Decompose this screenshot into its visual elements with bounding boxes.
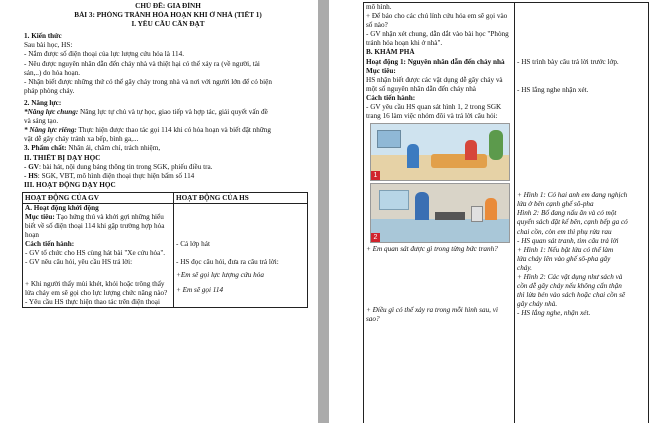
phamchat-label: 3. Phẩm chất: xyxy=(24,144,67,153)
nangluc-rieng-label: * Năng lực riêng: xyxy=(24,126,77,135)
muctieu-line-2: một số nguyên nhân dẫn đến cháy nhà xyxy=(366,84,476,93)
section-i-heading: I. YÊU CẦU CẦN ĐẠT xyxy=(131,20,205,29)
hs-present: - HS trình bày câu trả lời trước lớp. xyxy=(517,58,619,66)
document-page-right xyxy=(329,0,650,423)
hs-response-3: +Em sẽ gọi lực lượng cứu hỏa xyxy=(176,271,264,280)
hs-final: - HS lắng nghe, nhận xét. xyxy=(517,309,591,318)
nangluc-chung-text: Năng lực tự chủ và tự học, giao tiếp và hợp tác, giải quyết vấn đề xyxy=(78,108,268,117)
hs-answer-4-cont: cồn dễ gây cháy nếu không cẩn thận xyxy=(517,282,622,291)
hs-answer-1: + Hình 1: Có hai anh em đang nghịch xyxy=(517,191,628,200)
thietbi-gv-text: : bài hát, nội dung bảng thông tin trong SGK, phiếu điều tra. xyxy=(38,162,213,171)
hs-answer-2-cont: quyển sách đặt kế bên, cạnh bếp ga có xyxy=(517,218,628,227)
hs-cell xyxy=(174,203,308,307)
gv-step-4: - Yêu cầu HS thực hiện thao tác trên điện thoại xyxy=(25,297,160,306)
thietbi-heading: II. THIẾT BỊ DẠY HỌC xyxy=(24,153,101,162)
gv-question-number: + Để báo cho các chú lính cứu hỏa em sẽ gọi vào xyxy=(366,12,508,21)
question-consequence: + Điều gì có thể xảy ra trong mỗi hình sau, vì xyxy=(366,306,498,315)
gv-step-observe-cont: trang 16 làm việc nhóm đôi và trả lời câu hỏi: xyxy=(366,112,498,121)
kienthuc-heading: 1. Kiến thức xyxy=(24,32,62,41)
figure-1-badge: 1 xyxy=(371,171,380,180)
thietbi-gv-label: - GV xyxy=(24,162,39,171)
gv-question-number-cont: số nào? xyxy=(366,21,388,30)
muctieu-label: Mục tiêu: xyxy=(25,212,55,221)
thietbi-hs xyxy=(24,172,312,181)
hs-response-4: + Em sẽ gọi 114 xyxy=(176,286,224,295)
hs-answer-3: + Hình 1: Nếu bật lửa có thể làm xyxy=(517,245,614,254)
table-row xyxy=(23,203,308,307)
hoatdong-heading: III. HOẠT ĐỘNG DẠY HỌC xyxy=(24,180,116,189)
kienthuc-item-3-cont: pháp phòng cháy. xyxy=(24,86,75,95)
textbook-figures xyxy=(370,123,510,243)
phamchat xyxy=(24,144,312,153)
window-shape xyxy=(377,130,401,148)
phamchat-text: Nhân ái, chăm chỉ, trách nhiệm, xyxy=(66,144,161,153)
sofa-shape xyxy=(431,154,487,168)
nangluc-chung xyxy=(24,108,312,117)
topic-heading: CHỦ ĐỀ: GIA ĐÌNH xyxy=(135,2,201,10)
nangluc-rieng xyxy=(24,126,312,135)
hs-answer-1-cont: lửa ở bên cạnh ghế sô-pha xyxy=(517,200,594,209)
th-hs: HOẠT ĐỘNG CỦA HS xyxy=(174,192,308,203)
nangluc-chung-label: *Năng lực chung: xyxy=(24,108,79,117)
gas-stove-shape xyxy=(435,212,465,220)
kienthuc-intro: Sau bài học, HS: xyxy=(24,41,73,50)
hoatdong-1-heading: Hoạt động 1: Nguyên nhân dẫn đến cháy nhà xyxy=(366,57,505,66)
nangluc-heading: 2. Năng lực: xyxy=(24,98,62,107)
table-row xyxy=(364,3,649,423)
nangluc-chung-cont: và sáng tạo. xyxy=(24,117,59,126)
thietbi-hs-label: - HS xyxy=(24,171,38,180)
muctieu-line-1 xyxy=(25,213,171,222)
hs-answer-4-cont-2: thì lửa bén vào sách hoặc chai cồn sẽ xyxy=(517,291,626,300)
figure-2-kitchen-cooking xyxy=(370,183,510,243)
hs-response-1: - Cả lớp hát xyxy=(176,239,210,248)
kienthuc-item-1: - Nắm được số điện thoại của lực lượng cứu hỏa là 114. xyxy=(24,50,185,59)
hs-response-2: - HS đọc câu hỏi, đưa ra câu trả lời: xyxy=(176,257,279,266)
muctieu-label: Mục tiêu: xyxy=(366,66,396,75)
gv-summary-cont: tránh hỏa hoạn khi ở nhà". xyxy=(366,39,443,48)
kienthuc-item-2: - Nêu được nguyên nhân dẫn đến cháy nhà và thiệt hại có thể xảy ra (về người, tài xyxy=(24,59,260,68)
hs-listen: - HS lắng nghe nhận xét. xyxy=(517,86,589,95)
kienthuc-item-2-cont: sản,..) do hỏa hoạn. xyxy=(24,68,81,77)
question-observe: + Em quan sát được gì trong từng bức tranh? xyxy=(366,245,498,254)
alcohol-bottle-shape xyxy=(471,206,483,222)
lesson-title: BÀI 3: PHÒNG TRÁNH HỎA HOẠN KHI Ở NHÀ (TIẾT 1) xyxy=(74,11,262,20)
hs-observe: - HS quan sát tranh, tìm câu trả lời xyxy=(517,236,619,245)
child-shape xyxy=(407,144,419,168)
activity-table xyxy=(22,192,308,308)
thietbi-gv xyxy=(24,163,312,172)
gv-step-1: - GV tổ chức cho HS cùng hát bài "Xe cứu hỏa". xyxy=(25,249,166,258)
th-gv: HOẠT ĐỘNG CỦA GV xyxy=(23,192,174,203)
hs-answer-3-cont: lửa cháy lên vào ghế sô-pha gây xyxy=(517,254,611,263)
figure-1-children-playing-fire xyxy=(370,123,510,181)
gv-step-observe: - GV yêu cầu HS quan sát hình 1, 2 trong SGK xyxy=(366,103,502,112)
muctieu-line-1: HS nhận biết được các vật dụng dễ gây cháy và xyxy=(366,75,503,84)
khampha-heading: B. KHÁM PHÁ xyxy=(366,48,415,57)
cach-tien-hanh-label: Cách tiến hành: xyxy=(25,240,75,249)
activity-table-continued xyxy=(363,2,649,423)
cabinet-shape xyxy=(379,190,409,210)
figure-2-badge: 2 xyxy=(371,233,380,242)
hs-answer-2: Hình 2: Bố đang nấu ăn và có một xyxy=(517,209,617,218)
table-header-row xyxy=(23,192,308,203)
hs-answer-3-cont-2: cháy. xyxy=(517,263,532,272)
muctieu-text: Tạo hứng thú và khởi gợi những hiểu xyxy=(54,212,164,221)
kienthuc-item-3: - Nhận biết được những thứ có thể gây cháy trong nhà và nơi với người lớn để có biện xyxy=(24,77,272,86)
gv-cell xyxy=(23,203,174,307)
gv-summary: - GV nhận xét chung, dẫn dắt vào bài học "Phòng xyxy=(366,30,509,39)
muctieu-line-2: biết về số điện thoại 114 khi gặp trường hợp hỏa xyxy=(25,222,165,231)
hs-cell xyxy=(515,3,649,423)
nangluc-rieng-cont: vật dễ gây cháy tránh xa bếp, bình ga,... xyxy=(24,135,139,144)
cach-tien-hanh-label: Cách tiến hành: xyxy=(366,93,416,102)
gv-step-2: - GV nêu câu hỏi, yêu cầu HS trả lời: xyxy=(25,258,133,267)
hs-answer-4: + Hình 2: Các vật dụng như sách và xyxy=(517,273,623,282)
question-consequence-cont: sao? xyxy=(366,315,380,324)
plant-shape xyxy=(489,130,503,160)
gv-line-model: mô hình. xyxy=(366,3,392,11)
hs-answer-2-cont-2: chai cồn, còn em thì phụ rửa rau xyxy=(517,227,612,236)
gv-question-cont: lửa cháy em sẽ gọi cho lực lượng chức năng nào? xyxy=(25,288,168,297)
gv-cell xyxy=(364,3,515,423)
muctieu-line-3: hoạn xyxy=(25,231,39,240)
khoidong-heading: A. Hoạt động khởi động xyxy=(25,203,99,212)
father-shape xyxy=(415,192,429,220)
thietbi-hs-text: : SGK, VBT, mô hình điện thoại thực hiện bấm số 114 xyxy=(37,171,195,180)
hs-answer-4-cont-3: gây cháy nhà. xyxy=(517,300,558,309)
nangluc-rieng-text: Thực hiện được thao tác gọi 114 khi có hỏa hoạn và biết đặt những xyxy=(76,126,271,135)
gv-question: + Khi người thấy mùi khét, khói hoặc trông thấy xyxy=(25,279,165,288)
child-shape xyxy=(465,140,477,160)
document-page-left xyxy=(0,0,318,423)
child-shape xyxy=(485,198,497,220)
